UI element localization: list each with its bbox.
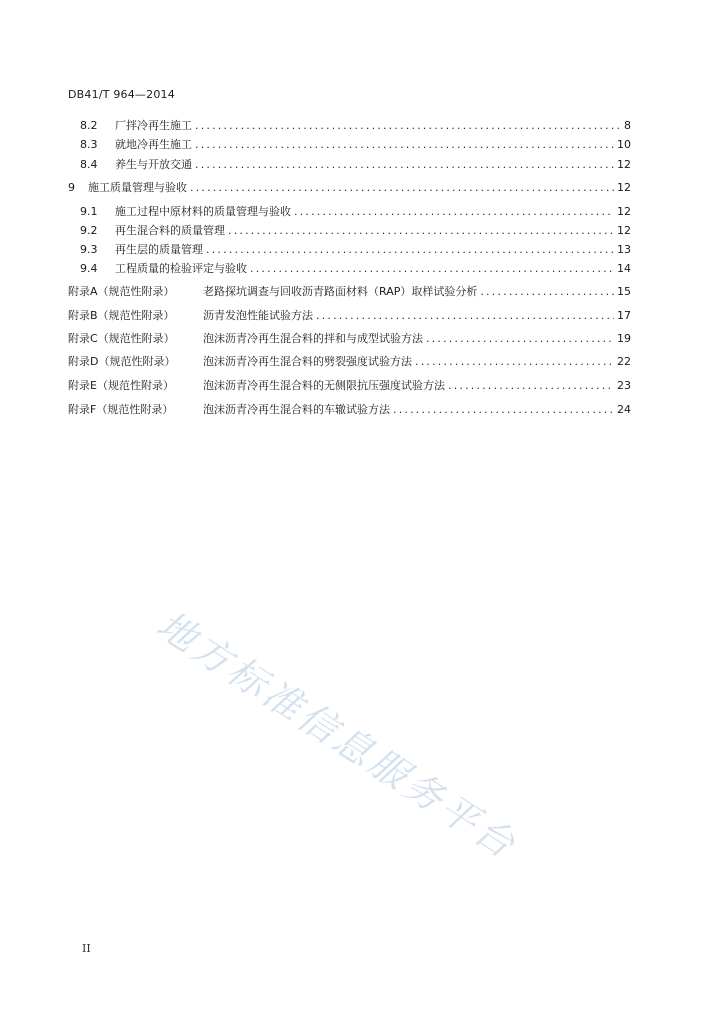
toc-entry-number: 8.3 [80, 138, 98, 151]
toc-leader-dots [206, 242, 614, 258]
toc-entry-title: 老路探坑调查与回收沥青路面材料（RAP）取样试验分析 [203, 285, 478, 298]
toc-entry-page: 24 [617, 403, 631, 416]
toc-leader-dots [316, 308, 614, 324]
toc-entry-page: 19 [617, 332, 631, 345]
toc-leader-dots [190, 180, 614, 196]
toc-entry-page: 17 [617, 309, 631, 322]
document-code: DB41/T 964—2014 [68, 88, 175, 101]
toc-entry-page: 15 [617, 285, 631, 298]
toc-leader-dots [426, 331, 614, 347]
toc-entry-number: 附录D（规范性附录） [68, 355, 176, 368]
page-number: II [82, 942, 91, 955]
toc-entry-appendix[interactable] [68, 402, 631, 418]
toc-entry-page: 10 [617, 138, 631, 151]
toc-entry-title: 再生混合料的质量管理 [115, 224, 225, 237]
toc-entry-number: 9 [68, 181, 75, 194]
toc-entry-title: 再生层的质量管理 [115, 243, 203, 256]
toc-entry[interactable] [80, 157, 631, 173]
toc-entry-page: 22 [617, 355, 631, 368]
toc-entry[interactable] [80, 261, 631, 277]
toc-entry-page: 23 [617, 379, 631, 392]
toc-entry[interactable] [80, 204, 631, 220]
toc-entry-number: 9.1 [80, 205, 98, 218]
toc-entry-page: 14 [617, 262, 631, 275]
toc-entry[interactable] [80, 223, 631, 239]
toc-entry-page: 13 [617, 243, 631, 256]
toc-entry-number: 9.3 [80, 243, 98, 256]
toc-entry-appendix[interactable] [68, 354, 631, 370]
toc-entry-appendix[interactable] [68, 378, 631, 394]
toc-entry-page: 8 [624, 119, 631, 132]
toc-entry-title: 厂拌冷再生施工 [115, 119, 192, 132]
toc-entry-number: 附录C（规范性附录） [68, 332, 175, 345]
toc-entry-number: 附录B（规范性附录） [68, 309, 175, 322]
toc-entry-title: 养生与开放交通 [115, 158, 192, 171]
toc-entry-number: 9.2 [80, 224, 98, 237]
toc-entry-number: 9.4 [80, 262, 98, 275]
watermark-text: 地方标准信息服务平台 [149, 602, 526, 869]
toc-leader-dots [195, 137, 614, 153]
toc-entry-title: 泡沫沥青冷再生混合料的拌和与成型试验方法 [203, 332, 423, 345]
toc-leader-dots [228, 223, 614, 239]
toc-leader-dots [393, 402, 614, 418]
toc-entry-page: 12 [617, 158, 631, 171]
toc-entry-page: 12 [617, 205, 631, 218]
toc-entry[interactable] [80, 242, 631, 258]
toc-entry-title: 泡沫沥青冷再生混合料的劈裂强度试验方法 [203, 355, 412, 368]
toc-leader-dots [250, 261, 614, 277]
toc-entry-number: 附录A（规范性附录） [68, 285, 175, 298]
toc-entry-title: 泡沫沥青冷再生混合料的无侧限抗压强度试验方法 [203, 379, 445, 392]
toc-entry-appendix[interactable] [68, 284, 631, 300]
toc-entry[interactable] [80, 118, 631, 134]
toc-leader-dots [448, 378, 614, 394]
toc-entry-title: 施工过程中原材料的质量管理与验收 [115, 205, 291, 218]
toc-entry-page: 12 [617, 181, 631, 194]
toc-entry-title: 沥青发泡性能试验方法 [203, 309, 313, 322]
toc-leader-dots [480, 284, 614, 300]
toc-entry-title: 就地冷再生施工 [115, 138, 192, 151]
toc-entry-number: 附录E（规范性附录） [68, 379, 174, 392]
toc-entry[interactable] [80, 137, 631, 153]
toc-leader-dots [294, 204, 614, 220]
toc-entry-number: 8.4 [80, 158, 98, 171]
toc-leader-dots [195, 118, 621, 134]
toc-entry-appendix[interactable] [68, 331, 631, 347]
toc-entry-page: 12 [617, 224, 631, 237]
toc-entry-title: 工程质量的检验评定与验收 [115, 262, 247, 275]
toc-entry-number: 附录F（规范性附录） [68, 403, 174, 416]
toc-entry-title: 施工质量管理与验收 [88, 181, 187, 194]
toc-leader-dots [415, 354, 614, 370]
toc-entry-appendix[interactable] [68, 308, 631, 324]
toc-entry-number: 8.2 [80, 119, 98, 132]
toc-entry-title: 泡沫沥青冷再生混合料的车辙试验方法 [203, 403, 390, 416]
toc-leader-dots [195, 157, 614, 173]
toc-entry[interactable] [68, 180, 631, 196]
